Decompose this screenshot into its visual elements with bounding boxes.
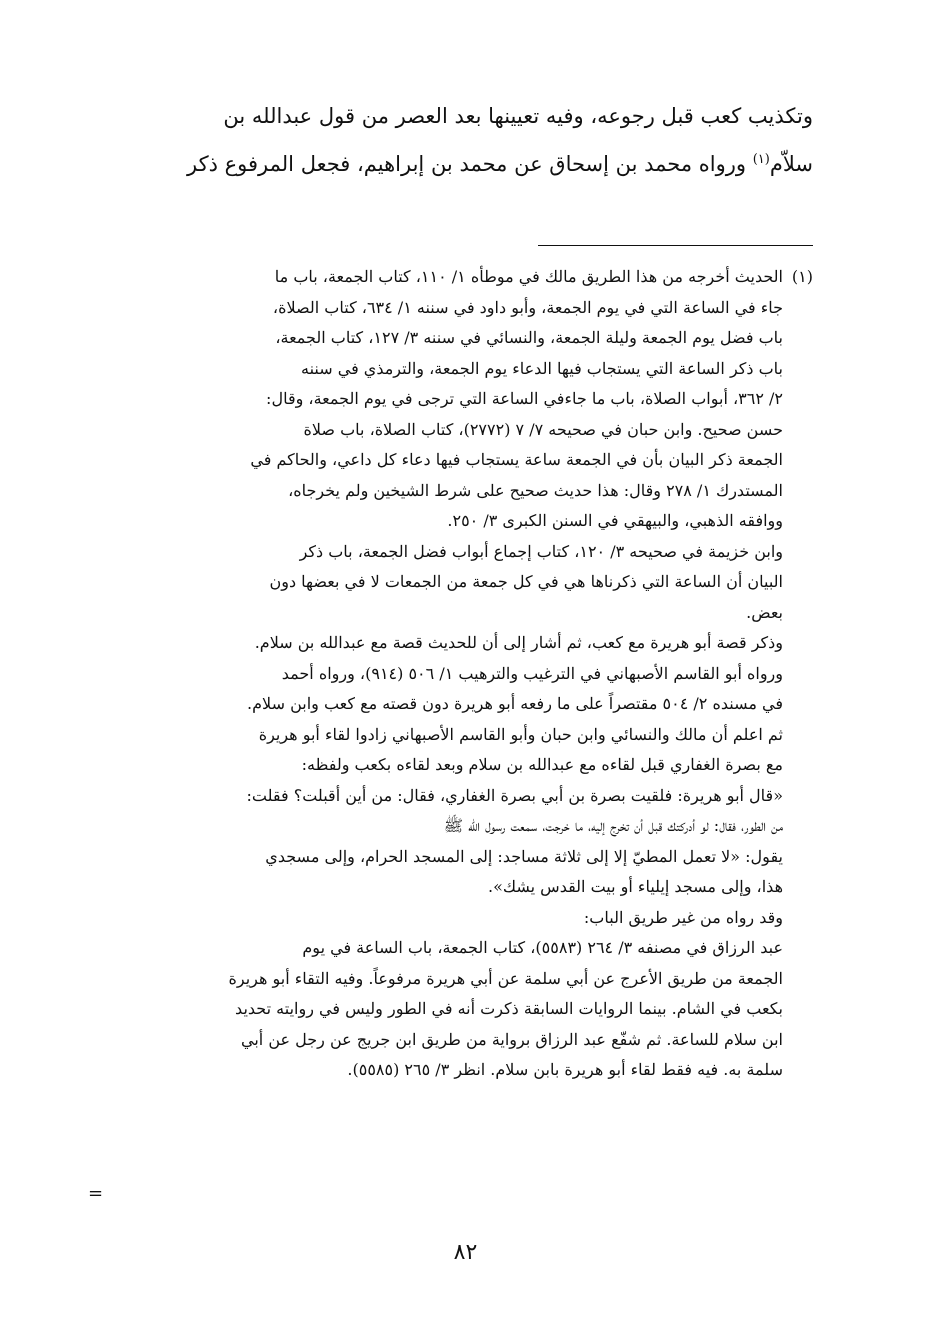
footnote-reference[interactable]: (١) [752, 152, 770, 167]
footnote-marker: (١) [791, 267, 813, 286]
footnote-line: بكعب في الشام. بينما الروايات السابقة ذكرت أنه في الطور وليس في روايته تحديد [235, 999, 783, 1018]
footnote-line: جاء في الساعة التي في يوم الجمعة، وأبو داود في سننه ١/ ٦٣٤، كتاب الصلاة، [272, 297, 783, 317]
footnote-line: وقد رواه من غير طريق الباب: [583, 907, 783, 927]
footnote-line: ووافقه الذهبي، والبيهقي في السنن الكبرى ٣/ ٢٥٠. [447, 511, 783, 530]
footnote-line: من الطور، فقال: لو أدركتك قبل أن تخرج إليه، ما خرجت، سمعت رسول الله ﷺ [443, 816, 783, 835]
footnote-line: وابن خزيمة في صحيحه ٣/ ١٢٠، كتاب إجماع أبواب فضل الجمعة، باب ذكر [299, 541, 783, 561]
main-line-2-start: سلاّم [769, 152, 813, 176]
footnote-separator [538, 245, 813, 246]
footnote-line: ٢/ ٣٦٢، أبواب الصلاة، باب ما جاءفي الساعة التي ترجى في يوم الجمعة، وقال: [266, 389, 783, 408]
main-line-2-end: ورواه محمد بن إسحاق عن محمد بن إبراهيم، فجعل المرفوع ذكر [187, 152, 753, 176]
footnote-line: سلمة به. فيه فقط لقاء أبو هريرة بابن سلام. انظر ٣/ ٢٦٥ (٥٥٨٥). [347, 1060, 783, 1079]
footnote-line: بعض. [746, 602, 783, 622]
footnote-line: البيان أن الساعة التي ذكرناها هي في كل جمعة من الجمعات لا في بعضها دون [269, 572, 783, 591]
footnote-line: الجمعة من طريق الأعرج عن أبي سلمة عن أبي هريرة مرفوعاً. وفيه التقاء أبو هريرة [228, 968, 783, 988]
continuation-mark: = [88, 1183, 104, 1204]
footnote-line: ورواه أبو القاسم الأصبهاني في الترغيب والترهيب ١/ ٥٠٦ (٩١٤)، ورواه أحمد [281, 663, 783, 683]
main-line-2 [113, 140, 813, 188]
footnote-line: باب ذكر الساعة التي يستجاب فيها الدعاء يوم الجمعة، والترمذي في سننه [301, 358, 783, 378]
footnote-line: ابن سلام للساعة. ثم شفّع عبد الرزاق برواية من طريق ابن جريج عن رجل عن أبي [241, 1029, 783, 1049]
footnote-line: في مسنده ٢/ ٥٠٤ مقتصراً على ما رفعه أبو هريرة دون قصته مع كعب وابن سلام. [247, 694, 783, 713]
footnote-line: الجمعة ذكر البيان بأن في الجمعة ساعة يستجاب فيها دعاء كل داعي، والحاكم في [250, 450, 783, 469]
footnote-line: هذا، وإلى مسجد إيلياء أو بيت القدس يشك». [487, 877, 783, 896]
footnote-line: ثم اعلم أن مالك والنسائي وابن حبان وأبو القاسم الأصبهاني زادوا لقاء أبو هريرة [258, 724, 783, 744]
footnote-line: وذكر قصة أبو هريرة مع كعب، ثم أشار إلى أن للحديث قصة مع عبدالله بن سلام. [254, 633, 783, 652]
footnote-section [113, 262, 813, 1086]
footnote-lines [113, 293, 813, 1086]
footnote-line: عبد الرزاق في مصنفه ٣/ ٢٦٤ (٥٥٨٣)، كتاب الجمعة، باب الساعة في يوم [302, 938, 783, 957]
main-text [113, 92, 813, 188]
footnote-line: المستدرك ١/ ٢٧٨ وقال: هذا حديث صحيح على شرط الشيخين ولم يخرجاه، [288, 480, 783, 500]
footnote-first-line [113, 262, 813, 293]
footnote-line: «قال أبو هريرة: فلقيت بصرة بن أبي بصرة الغفاري، فقال: من أين أقبلت؟ فقلت: [246, 785, 783, 805]
main-line-1: وتكذيب كعب قبل رجوعه، وفيه تعيينها بعد العصر من قول عبدالله بن [223, 104, 813, 128]
footnote-text: الحديث أخرجه من هذا الطريق مالك في موطأه ١/ ١١٠، كتاب الجمعة، باب ما [274, 267, 783, 286]
footnote-line: مع بصرة الغفاري قبل لقاءه مع عبدالله بن سلام وبعد لقاءه بكعب ولفظه: [301, 755, 783, 774]
page-number: ٨٢ [453, 1240, 478, 1265]
footnote-line: حسن صحيح. وابن حبان في صحيحه ٧/ ٧ (٢٧٧٢)، كتاب الصلاة، باب صلاة [303, 419, 783, 439]
footnote-line: باب فضل يوم الجمعة وليلة الجمعة، والنسائي في سننه ٣/ ١٢٧، كتاب الجمعة، [275, 328, 783, 347]
footnote-line: يقول: «لا تعمل المطيّ إلا إلى ثلاثة مساجد: إلى المسجد الحرام، وإلى مسجدي [265, 846, 783, 866]
